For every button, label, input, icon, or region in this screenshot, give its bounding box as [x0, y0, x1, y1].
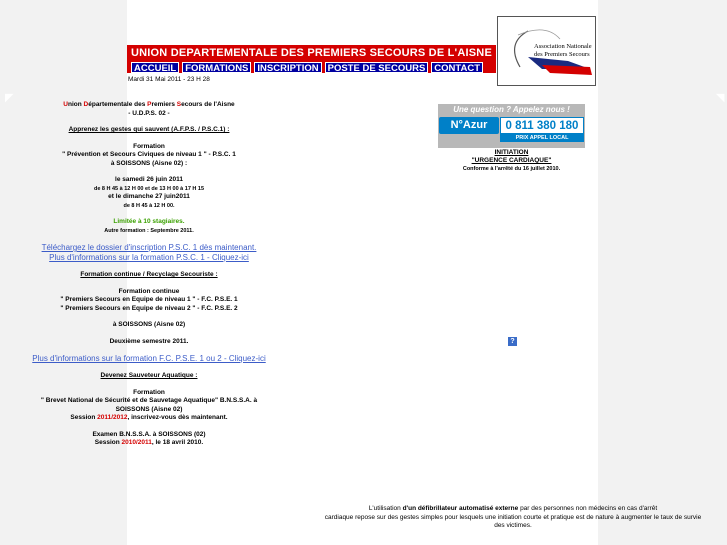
defibrillator-text: L'utilisation d'un défibrillateur automatisé externe par des personnes non médecins en cas d'arrêt cardiaque repose sur des gestes simples pour lesquels une initiation courte et pratique est de nature à augmenter le taux de survie des victimes. — [324, 505, 702, 529]
initiation-note: Conforme à l'arrêté du 16 juillet 2010. — [462, 166, 561, 172]
next-session: Autre formation : Septembre 2011. — [104, 227, 194, 234]
nav-poste-de-secours[interactable]: POSTE DE SECOURS — [325, 62, 429, 73]
session-hours-1: de 8 H 45 à 12 H 00 et de 13 H 00 à 17 H 15 — [93, 185, 205, 192]
formation-label: Formation — [133, 142, 165, 150]
exam-session: Session 2010/2011, le 18 avril 2010. — [94, 439, 204, 446]
bnssa-title: " Brevet National de Sécurité et de Sauvetage Aquatique" B.N.S.S.A. à — [40, 397, 258, 404]
bnssa-label: Formation — [133, 388, 165, 396]
bnssa-location: SOISSONS (Aisne 02) — [115, 405, 183, 413]
current-date-time: Mardi 31 Mai 2011 - 23 H 28 — [128, 76, 210, 83]
azur-label: N°Azur — [439, 117, 499, 134]
corner-decoration: ◥ — [291, 92, 300, 104]
sauveteur-heading: Devenez Sauveteur Aquatique : — [100, 372, 198, 379]
pse-info-link[interactable]: Plus d'informations sur la formation F.C. P.S.E. 1 ou 2 - Cliquez-ici — [32, 354, 266, 363]
session-date-1: le samedi 26 juin 2011 — [115, 176, 183, 183]
help-icon[interactable]: ? — [508, 337, 517, 346]
org-acronym: - U.D.P.S. 02 - — [128, 109, 170, 117]
anps-logo[interactable] — [497, 16, 596, 86]
continue-location: à SOISSONS (Aisne 02) — [112, 321, 186, 328]
page-margin-right — [598, 0, 727, 545]
pse1-title: " Premiers Secours en Equipe de niveau 1 " - F.C. P.S.E. 1 — [60, 296, 238, 303]
corner-decoration: ◤ — [423, 92, 432, 104]
nav-contact[interactable]: CONTACT — [431, 62, 483, 73]
org-name: Union Départementale des Premiers Secours de l'Aisne — [63, 101, 235, 108]
continue-heading: Formation continue / Recyclage Secouriste : — [80, 271, 218, 278]
continue-label: Formation continue — [118, 287, 180, 295]
exam-line: Examen B.N.S.S.A. à SOISSONS (02) — [92, 430, 206, 438]
nav-accueil[interactable]: ACCUEIL — [131, 62, 179, 73]
session-hours-2: de 8 H 45 à 12 H 00. — [123, 202, 175, 209]
bnssa-session: Session 2011/2012, inscrivez-vous dès maintenant. — [70, 414, 228, 421]
download-dossier-link[interactable]: Téléchargez le dossier d'inscription P.S.C. 1 dès maintenant. — [41, 243, 257, 252]
initiation-info — [438, 149, 585, 173]
nav-inscription[interactable]: INSCRIPTION — [254, 62, 321, 73]
psc1-title: " Prévention et Secours Civiques de niveau 1 " - P.S.C. 1 — [62, 151, 236, 158]
azur-price-note: PRIX APPEL LOCAL — [500, 134, 584, 142]
site-banner-title: UNION DEPARTEMENTALE DES PREMIERS SECOURS DE L'AISNE — [127, 45, 496, 61]
limit-notice: Limitée à 10 stagiaires. — [113, 218, 185, 225]
corner-decoration: ◥ — [716, 92, 725, 104]
phone-contact-box[interactable] — [438, 104, 585, 148]
initiation-heading: INITIATION — [494, 149, 529, 156]
main-content — [18, 101, 280, 448]
session-date-2: et le dimanche 27 juin2011 — [108, 193, 190, 200]
psc1-info-link[interactable]: Plus d'informations sur la formation P.S.C. 1 - Cliquez-ici — [49, 253, 249, 262]
initiation-title: "URGENCE CARDIAQUE" — [471, 157, 552, 164]
question-text: Une question ? Appelez nous ! — [453, 105, 570, 114]
pse2-title: " Premiers Secours en Equipe de niveau 2 " - F.C. P.S.E. 2 — [60, 304, 238, 312]
nav-formations[interactable]: FORMATIONS — [182, 62, 251, 73]
corner-decoration: ◤ — [5, 92, 14, 104]
gestes-heading: Apprenez les gestes qui sauvent (A.F.P.S. / P.S.C.1) : — [68, 126, 230, 133]
azur-phone-number: 0 811 380 180 — [500, 117, 584, 134]
main-nav — [127, 61, 496, 73]
psc1-location: à SOISSONS (Aisne 02) : — [110, 159, 188, 167]
semester: Deuxième semestre 2011. — [109, 337, 189, 345]
logo-text: Association Nationale des Premiers Secours — [534, 43, 592, 58]
